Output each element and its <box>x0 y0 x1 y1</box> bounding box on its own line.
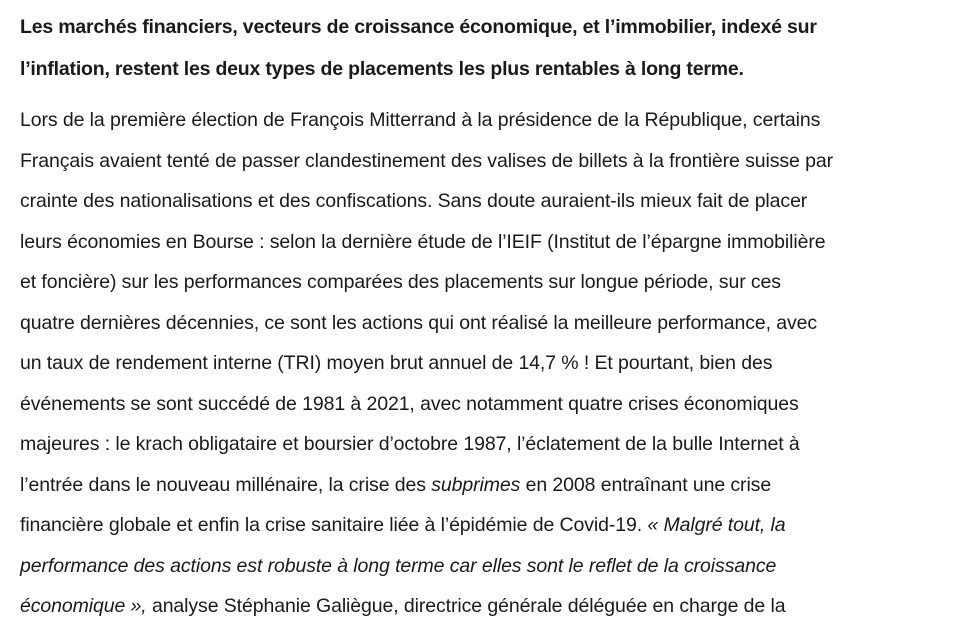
article-paragraph <box>20 100 945 627</box>
quote-segment: économique », <box>20 595 147 617</box>
article <box>20 6 945 627</box>
paragraph-line: crainte des nationalisations et des confiscations. Sans doute auraient-ils mieux fait de placer <box>20 190 808 212</box>
paragraph-line <box>20 505 945 546</box>
paragraph-line <box>20 546 945 587</box>
paragraph-line: et foncière) sur les performances comparées des placements sur longue période, sur ces <box>20 271 781 293</box>
paragraph-line <box>20 586 945 627</box>
paragraph-line: leurs économies en Bourse : selon la dernière étude de l’IEIF (Institut de l’épargne immobilière <box>20 230 826 253</box>
paragraph-line: Lors de la première élection de François Mitterrand à la présidence de la République, certains <box>20 109 821 131</box>
paragraph-line: événements se sont succédé de 1981 à 2021, avec notamment quatre crises économiques <box>20 392 799 415</box>
lead-line: Les marchés financiers, vecteurs de croissance économique, et l’immobilier, indexé sur <box>20 16 817 38</box>
text-segment: financière globale et enfin la crise sanitaire liée à l’épidémie de Covid-19. <box>20 514 648 536</box>
paragraph-line <box>20 465 945 506</box>
paragraph-line: un taux de rendement interne (TRI) moyen brut annuel de 14,7 % ! Et pourtant, bien des <box>20 352 773 374</box>
text-segment: analyse Stéphanie Galiègue, directrice générale déléguée en charge de la <box>146 595 786 617</box>
paragraph-line: majeures : le krach obligataire et boursier d’octobre 1987, l’éclatement de la bulle Internet à <box>20 433 800 455</box>
italic-term-subprimes: subprimes <box>431 473 521 496</box>
quote-segment: « Malgré tout, la <box>647 514 786 536</box>
text-segment: l’entrée dans le nouveau millénaire, la crise des <box>20 473 432 496</box>
article-lead <box>20 6 945 90</box>
quote-segment: performance des actions est robuste à long terme car elles sont le reflet de la croissance <box>20 554 777 577</box>
lead-line: l’inflation, restent les deux types de placements les plus rentables à long terme. <box>20 58 744 80</box>
text-segment: en 2008 entraînant une crise <box>520 473 772 496</box>
paragraph-line: quatre dernières décennies, ce sont les actions qui ont réalisé la meilleure performance, avec <box>20 311 818 334</box>
paragraph-line: Français avaient tenté de passer clandestinement des valises de billets à la frontière suisse par <box>20 149 833 172</box>
